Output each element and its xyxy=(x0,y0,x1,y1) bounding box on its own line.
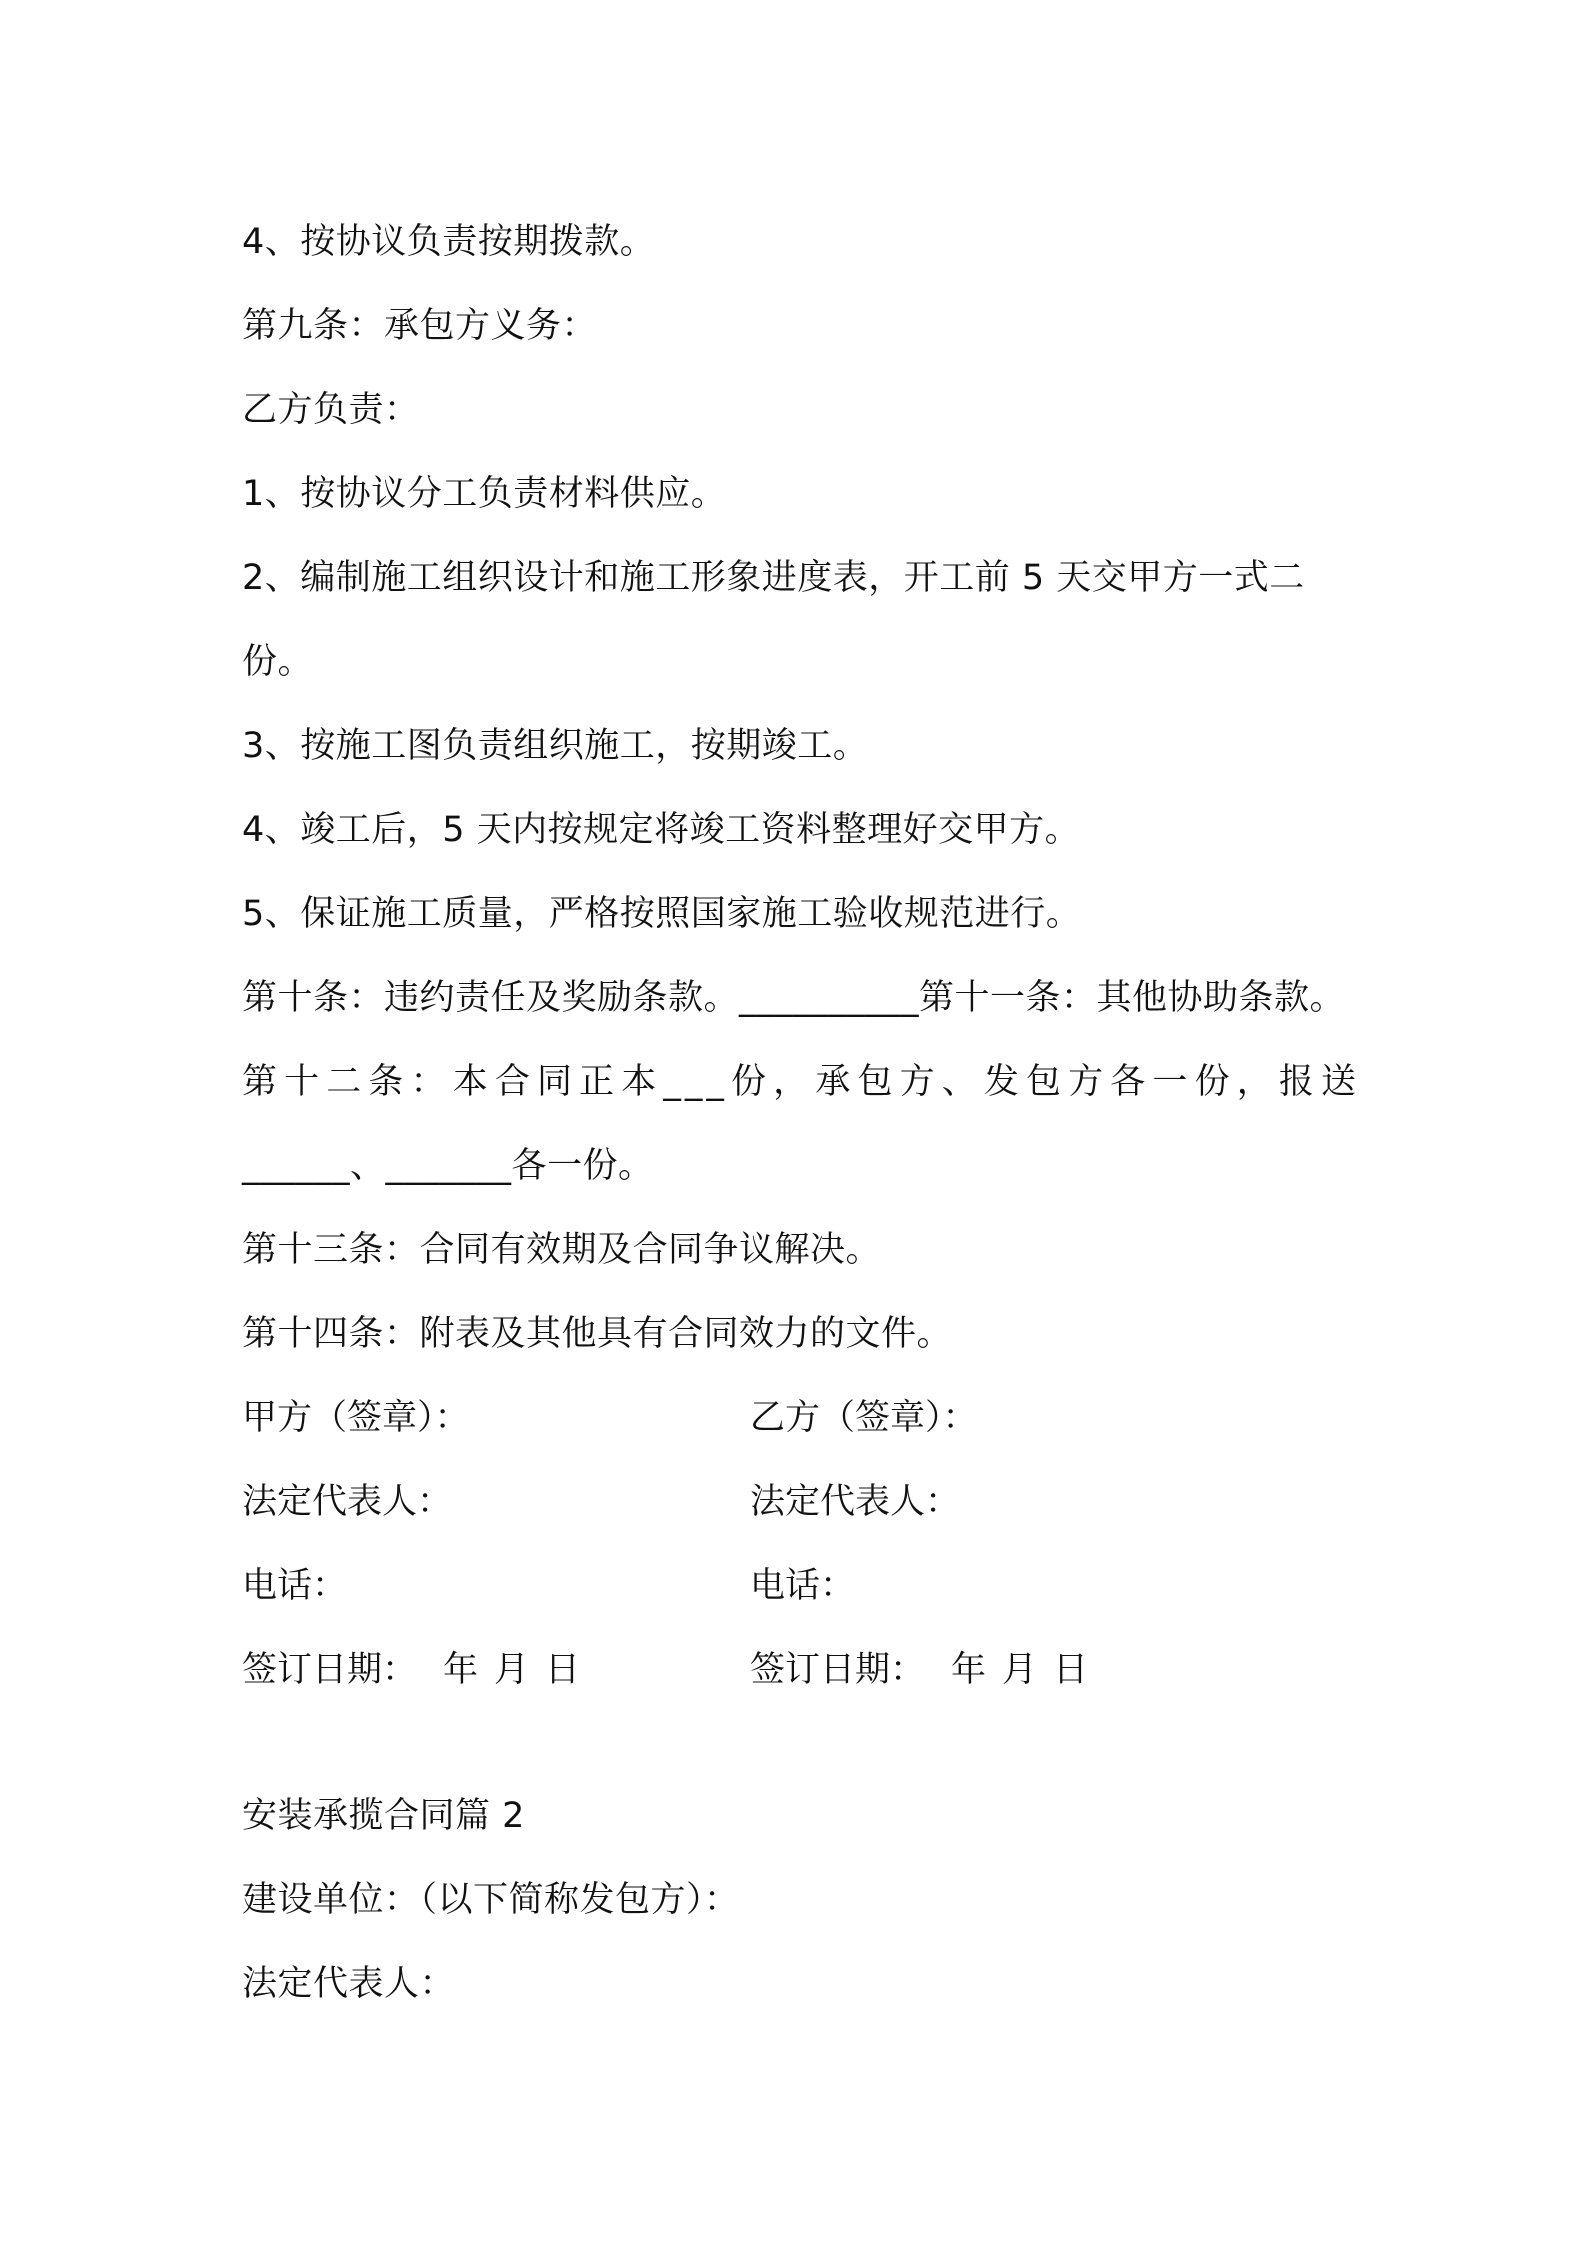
party-b-phone-label: 电话： xyxy=(750,1566,856,1606)
clause-line: 2、编制施工组织设计和施工形象进度表，开工前 5 天交甲方一式二 xyxy=(242,558,1305,598)
clause-line: 1、按协议分工负责材料供应。 xyxy=(242,474,727,514)
clause-line: 5、保证施工质量，严格按照国家施工验收规范进行。 xyxy=(242,894,1082,934)
party-b-date-label: 签订日期： xyxy=(750,1650,926,1690)
document-body xyxy=(242,200,1360,2026)
clause-line: 4、按协议负责按期拨款。 xyxy=(242,222,656,262)
clause-line: 第九条：承包方义务： xyxy=(242,306,598,346)
clause-12-line-1: 第十二条：本合同正本___份，承包方、发包方各一份，报送 xyxy=(242,1062,1360,1102)
clause-14: 第十四条：附表及其他具有合同效力的文件。 xyxy=(242,1314,953,1354)
clause-line: 4、竣工后，5 天内按规定将竣工资料整理好交甲方。 xyxy=(242,810,1081,850)
party-a-rep-label: 法定代表人： xyxy=(242,1482,453,1522)
signature-row-seal xyxy=(242,1376,1360,1460)
clause-12-line-2: ______、_______各一份。 xyxy=(242,1146,654,1186)
clause-line: 份。 xyxy=(242,642,314,682)
signature-row-rep xyxy=(242,1460,1360,1544)
month-label: 月 xyxy=(1002,1650,1038,1690)
party-a-phone-label: 电话： xyxy=(242,1566,348,1606)
month-label: 月 xyxy=(494,1650,530,1690)
legal-rep-line: 法定代表人： xyxy=(242,1964,456,2004)
clause-line: 乙方负责： xyxy=(242,390,420,430)
party-b-seal-label: 乙方（签章）： xyxy=(750,1398,978,1438)
year-label: 年 xyxy=(443,1650,479,1690)
section-2-title: 安装承揽合同篇 2 xyxy=(242,1796,525,1836)
party-a-date-label: 签订日期： xyxy=(242,1650,418,1690)
section-spacer xyxy=(242,1712,1360,1774)
builder-unit-line: 建设单位：（以下简称发包方）： xyxy=(242,1880,740,1920)
party-b-date xyxy=(750,1628,1250,1712)
clause-line: 3、按施工图负责组织施工，按期竣工。 xyxy=(242,726,869,766)
party-b-rep-label: 法定代表人： xyxy=(750,1482,961,1522)
signature-row-phone xyxy=(242,1544,1360,1628)
day-label: 日 xyxy=(545,1650,581,1690)
clause-line: 第十条：违约责任及奖励条款。__________第十一条：其他协助条款。 xyxy=(242,978,1346,1018)
clause-13: 第十三条：合同有效期及合同争议解决。 xyxy=(242,1230,882,1270)
year-label: 年 xyxy=(951,1650,987,1690)
party-a-seal-label: 甲方（签章）： xyxy=(242,1398,470,1438)
day-label: 日 xyxy=(1053,1650,1089,1690)
signature-row-date xyxy=(242,1628,1360,1712)
party-a-date xyxy=(242,1628,750,1712)
